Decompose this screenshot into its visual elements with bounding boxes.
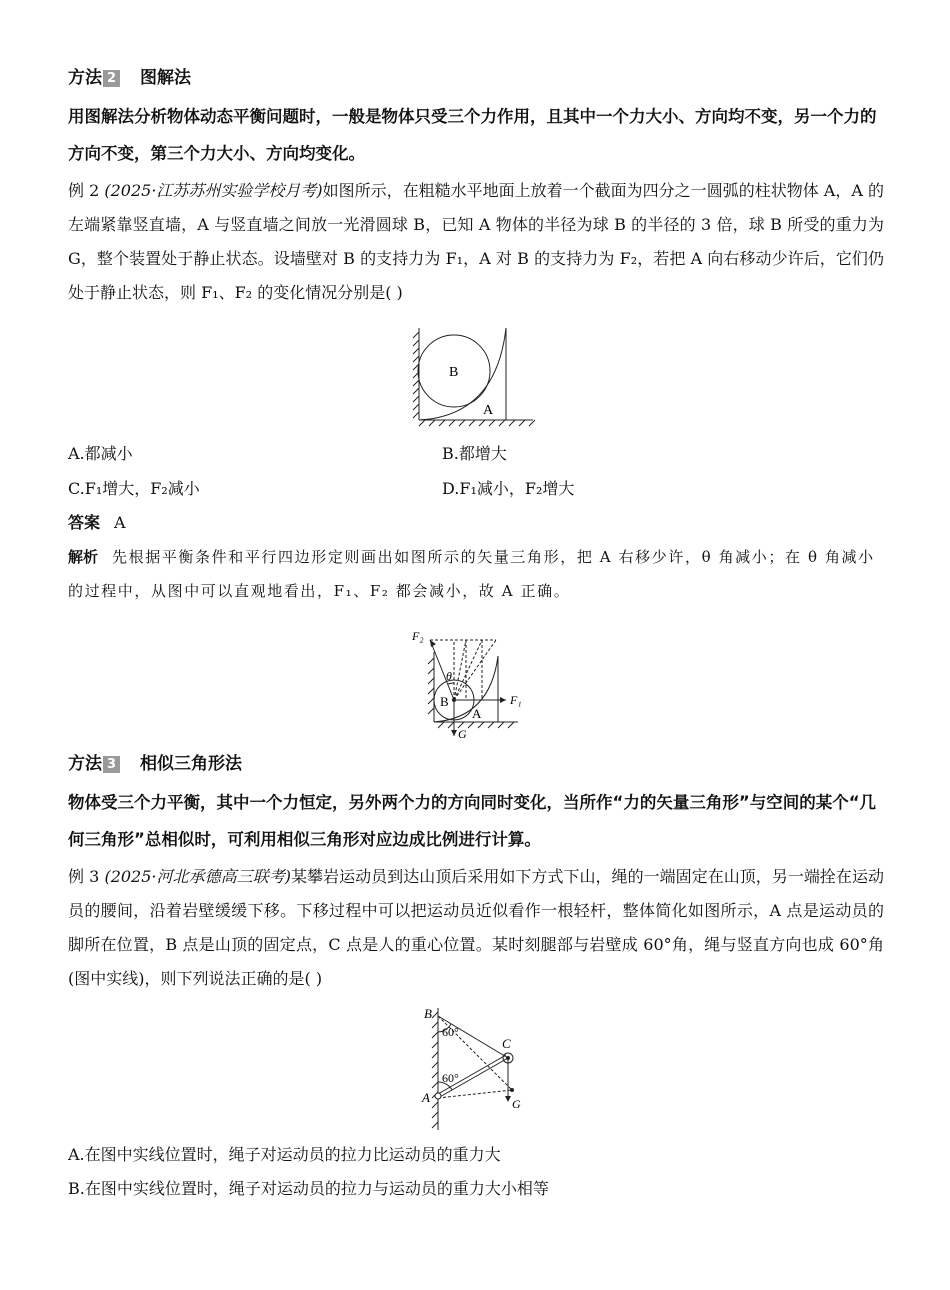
method3-title: 相似三角形法 [140, 754, 242, 774]
center-dashed-dot [510, 1088, 514, 1092]
example2-label: 例 2 [68, 181, 100, 200]
answer-label: 答案 [68, 513, 101, 532]
ball2-center [452, 698, 456, 702]
example2-answer [68, 506, 884, 540]
example2-options [68, 436, 884, 506]
ground2-hatch [438, 722, 514, 728]
fig1-label-b: B [449, 365, 459, 380]
answer-value: A [114, 513, 126, 532]
example3-option-b[interactable]: B.在图中实线位置时，绳子对运动员的拉力与运动员的重力大小相等 [68, 1179, 549, 1198]
example2-stem [68, 174, 884, 310]
theta-arc [448, 683, 454, 684]
example3-option-a[interactable]: A.在图中实线位置时，绳子对运动员的拉力比运动员的重力大 [68, 1145, 501, 1164]
example2-option-c[interactable]: C.F₁增大，F₂减小 [68, 479, 200, 498]
method3-prefix: 方法 [68, 754, 102, 774]
method3-heading [68, 748, 884, 780]
example2-source: (2025·江苏苏州实验学校月考) [104, 181, 323, 200]
wall2-hatch [428, 658, 434, 714]
point-a [435, 1093, 441, 1099]
method2-prefix: 方法 [68, 68, 102, 88]
fig1-label-a: A [483, 403, 494, 418]
fig2-label-g: G [458, 727, 467, 740]
fig2-label-f1: F₁ [510, 693, 522, 707]
fig3-label-a: A [422, 1090, 430, 1105]
fig3-label-angle-top: 60° [442, 1025, 459, 1039]
example3-stem [68, 860, 884, 996]
f1-arrowhead [500, 697, 506, 703]
fig2-label-theta: θ [446, 669, 452, 683]
fig3-label-c: C [502, 1036, 511, 1051]
fig3-label-b: B [424, 1006, 432, 1021]
analysis-text: 先根据平衡条件和平行四边形定则画出如图所示的矢量三角形，把 A 右移少许，θ 角减小；在 θ 角减小的过程中，从图中可以直观地看出，F₁、F₂ 都会减小，故 A 正确。 [68, 548, 875, 600]
example2-option-d[interactable]: D.F₁减小，F₂增大 [442, 479, 575, 498]
example3-stem-text: 某攀岩运动员到达山顶后采用如下方式下山，绳的一端固定在山顶，另一端拴在运动员的腰间，沿着岩壁缓缓下移。下移过程中可以把运动员近似看作一根轻杆，整体简化如图所示，A 点是运动员的脚所在位置，B 点是山顶的固定点，C 点是人的重心位置。某时刻腿部与岩壁成 60°角，绳与竖直方向也成 60°角(图中实线)，则下列说法正确的是( ) [68, 867, 884, 988]
g-arrowhead [451, 730, 457, 736]
example3-options [68, 1138, 884, 1206]
example2-stem-text: 如图所示，在粗糙水平地面上放着一个截面为四分之一圆弧的柱状物体 A，A 的左端紧靠竖直墙，A 与竖直墙之间放一光滑圆球 B，已知 A 物体的半径为球 B 的半径的 3 倍，球 B 所受的重力为 G，整个装置处于静止状态。设墙壁对 B 的支持力为 F₁，A 对 B 的支持力为 F₂，若把 A 向右移动少许后，它们仍处于静止状态，则 F₁、F₂ 的变化情况分别是( ) [68, 181, 884, 302]
rock-wall-hatch [432, 1012, 438, 1128]
example2-analysis [68, 540, 884, 608]
example3-label: 例 3 [68, 867, 100, 886]
figure3-svg [416, 1004, 536, 1134]
fig2-label-f2: F₂ [412, 629, 424, 643]
ground-hatch [419, 420, 535, 426]
method2-description: 用图解法分析物体动态平衡问题时，一般是物体只受三个力作用，且其中一个力大小、方向均不变，另一个力的方向不变，第三个力大小、方向均变化。 [68, 107, 877, 163]
method2-number-badge: 2 [103, 70, 120, 87]
method2-title: 图解法 [140, 68, 191, 88]
example3-source: (2025·河北承德高三联考) [104, 867, 291, 886]
figure-quarter-cylinder [411, 328, 541, 428]
method2-heading [68, 62, 884, 94]
example2-option-b[interactable]: B.都增大 [442, 444, 507, 463]
method3-description: 物体受三个力平衡，其中一个力恒定，另外两个力的方向同时变化，当所作“力的矢量三角形”与空间的某个“几何三角形”总相似时，可利用相似三角形对应边成比例进行计算。 [68, 793, 877, 849]
method3-number-badge: 3 [103, 756, 120, 773]
figure-climber [416, 1004, 536, 1134]
example2-option-a[interactable]: A.都减小 [68, 444, 133, 463]
figure1-svg [411, 328, 541, 428]
figure2-svg [406, 618, 546, 740]
fig3-label-g: G [512, 1097, 521, 1111]
f2-arrowhead [430, 640, 436, 647]
fig2-label-a: A [472, 706, 482, 721]
fig2-label-b: B [440, 694, 449, 709]
fig3-label-angle-bottom: 60° [442, 1071, 459, 1085]
page [68, 62, 884, 1206]
center-c-dot [506, 1056, 510, 1060]
dash-2 [454, 640, 482, 700]
analysis-label: 解析 [68, 548, 99, 566]
g-arrowhead-3 [505, 1096, 511, 1102]
figure-vector-triangle [406, 618, 546, 740]
